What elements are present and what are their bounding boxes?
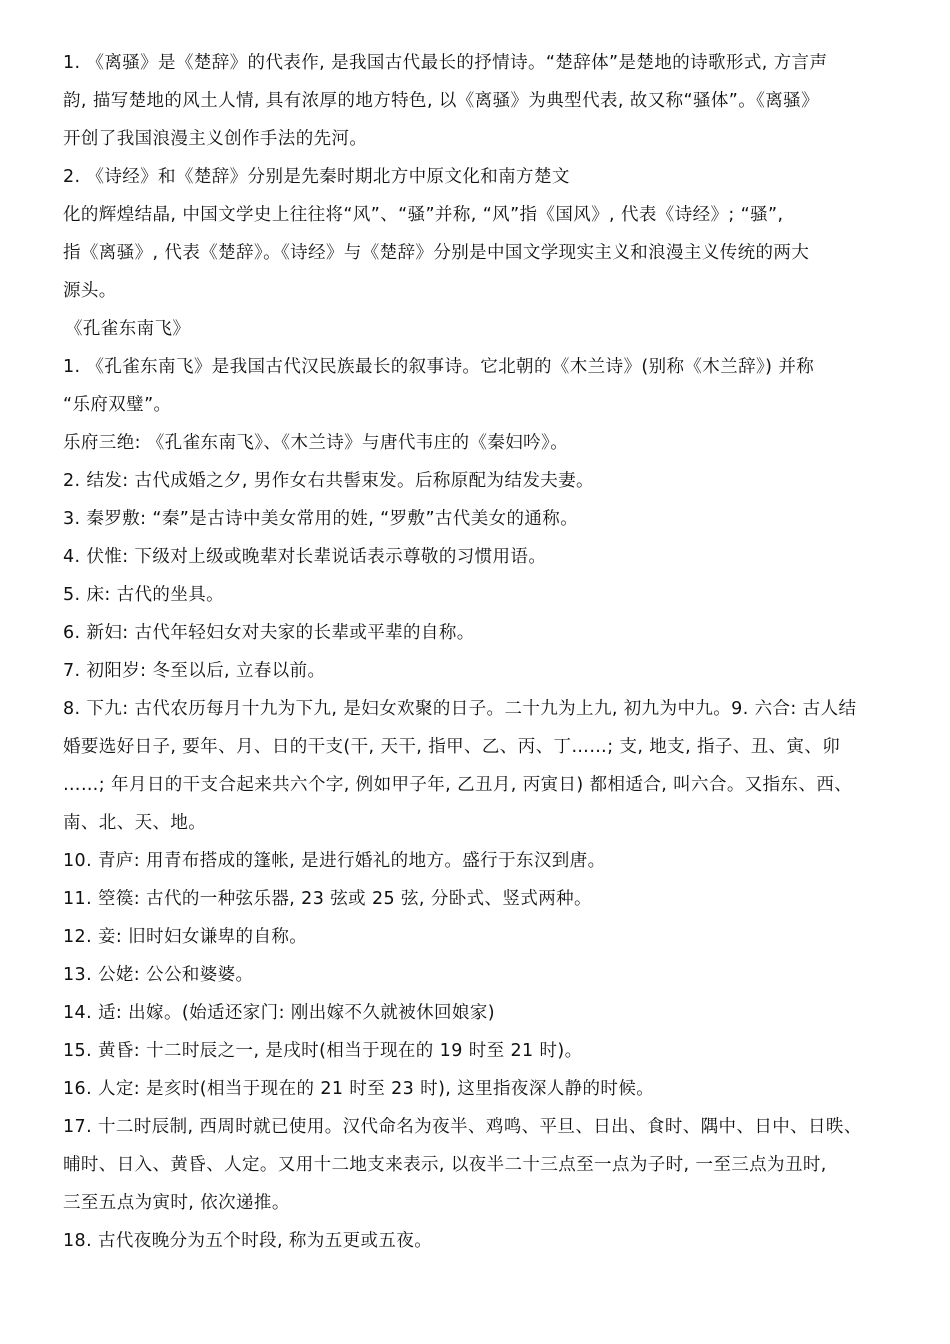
text-line: 开创了我国浪漫主义创作手法的先河。 — [63, 129, 368, 149]
text-line: 南、北、天、地。 — [63, 813, 207, 833]
text-line: 10. 青庐: 用青布搭成的篷帐, 是进行婚礼的地方。盛行于东汉到唐。 — [63, 851, 606, 871]
text-line: 17. 十二时辰制, 西周时就已使用。汉代命名为夜半、鸡鸣、平旦、日出、食时、隅中、日中、日昳、 — [63, 1117, 862, 1137]
text-line: 14. 适: 出嫁。(始适还家门: 刚出嫁不久就被休回娘家) — [63, 1003, 495, 1023]
text-line: 晡时、日入、黄昏、人定。又用十二地支来表示, 以夜半二十三点至一点为子时, 一至三点为丑时, — [63, 1155, 827, 1175]
text-line: 源头。 — [63, 281, 117, 301]
text-line: 化的辉煌结晶, 中国文学史上往往将“风”、“骚”并称, “风”指《国风》, 代表《诗经》; “骚”, — [63, 205, 784, 225]
text-line: 6. 新妇: 古代年轻妇女对夫家的长辈或平辈的自称。 — [63, 623, 475, 643]
text-line: ……; 年月日的干支合起来共六个字, 例如甲子年, 乙丑月, 丙寅日) 都相适合, 叫六合。又指东、西、 — [63, 775, 853, 795]
text-line: 15. 黄昏: 十二时辰之一, 是戌时(相当于现在的 19 时至 21 时)。 — [63, 1041, 583, 1061]
text-line: “乐府双璧”。 — [63, 395, 172, 415]
text-line: 1. 《离骚》是《楚辞》的代表作, 是我国古代最长的抒情诗。“楚辞体”是楚地的诗歌形式, 方言声 — [63, 53, 828, 73]
text-line: 韵, 描写楚地的风土人情, 具有浓厚的地方特色, 以《离骚》为典型代表, 故又称“骚体”。《离骚》 — [63, 91, 819, 111]
section-heading: 《孔雀东南飞》 — [65, 319, 191, 339]
text-line: 3. 秦罗敷: “秦”是古诗中美女常用的姓, “罗敷”古代美女的通称。 — [63, 509, 579, 529]
text-line: 4. 伏惟: 下级对上级或晚辈对长辈说话表示尊敬的习惯用语。 — [63, 547, 547, 567]
text-line: 2. 《诗经》和《楚辞》分别是先秦时期北方中原文化和南方楚文 — [63, 167, 570, 187]
text-line: 11. 箜篌: 古代的一种弦乐器, 23 弦或 25 弦, 分卧式、竖式两种。 — [63, 889, 592, 909]
text-line: 16. 人定: 是亥时(相当于现在的 21 时至 23 时), 这里指夜深人静的时候。 — [63, 1079, 655, 1099]
text-line: 12. 妾: 旧时妇女谦卑的自称。 — [63, 927, 308, 947]
text-line: 8. 下九: 古代农历每月十九为下九, 是妇女欢聚的日子。二十九为上九, 初九为中九。9. 六合: 古人结 — [63, 699, 857, 719]
text-line: 13. 公姥: 公公和婆婆。 — [63, 965, 254, 985]
text-line: 三至五点为寅时, 依次递推。 — [63, 1193, 290, 1213]
text-line: 7. 初阳岁: 冬至以后, 立春以前。 — [63, 661, 326, 681]
text-line: 5. 床: 古代的坐具。 — [63, 585, 225, 605]
text-line: 指《离骚》, 代表《楚辞》。《诗经》与《楚辞》分别是中国文学现实主义和浪漫主义传统的两大 — [63, 243, 810, 263]
text-line: 18. 古代夜晚分为五个时段, 称为五更或五夜。 — [63, 1231, 433, 1251]
text-line: 2. 结发: 古代成婚之夕, 男作女右共髻束发。后称原配为结发夫妻。 — [63, 471, 594, 491]
text-line: 婚要选好日子, 要年、月、日的干支(干, 天干, 指甲、乙、丙、丁……; 支, 地支, 指子、丑、寅、卯 — [63, 737, 841, 757]
text-line: 乐府三绝: 《孔雀东南飞》、《木兰诗》与唐代韦庄的《秦妇吟》。 — [63, 433, 569, 453]
text-line: 1. 《孔雀东南飞》是我国古代汉民族最长的叙事诗。它北朝的《木兰诗》(别称《木兰辞》) 并称 — [63, 357, 815, 377]
